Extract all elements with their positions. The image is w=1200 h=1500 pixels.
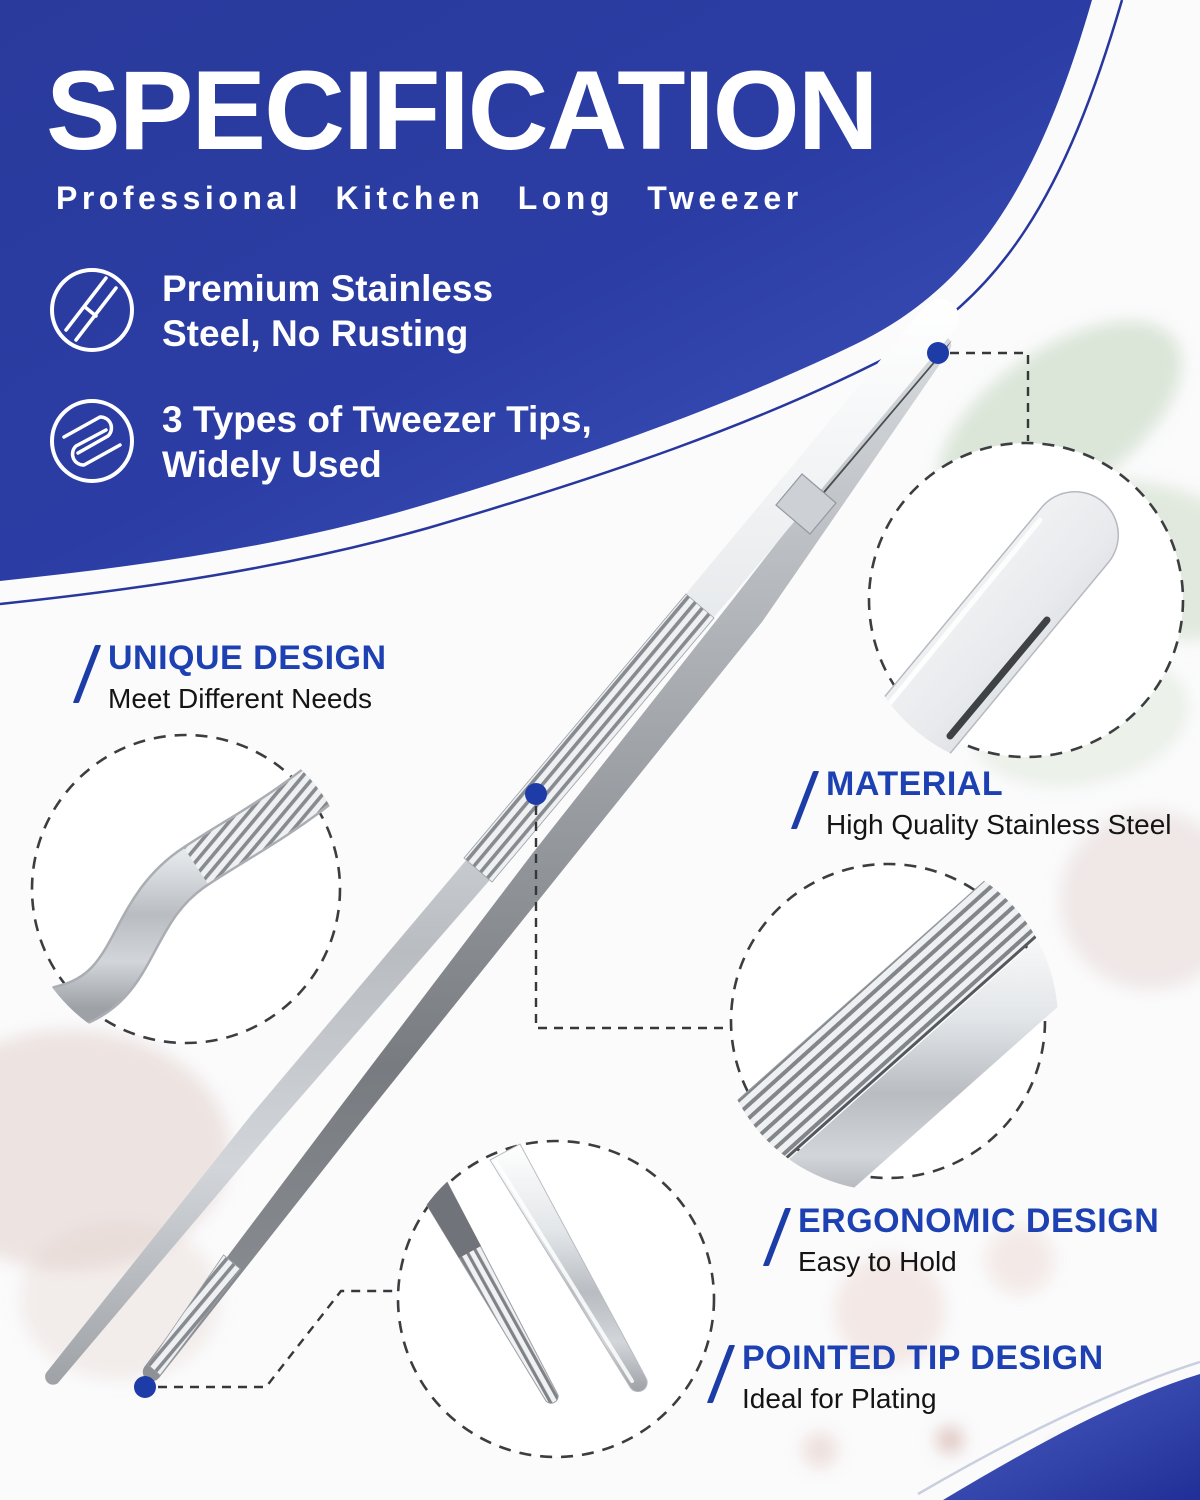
feature-tweezer-tips xyxy=(48,397,592,487)
slash-icon xyxy=(763,1208,791,1266)
callout-subtitle: High Quality Stainless Steel xyxy=(826,809,1172,841)
tweezer-grip-serration xyxy=(464,594,714,882)
callout-subtitle: Easy to Hold xyxy=(798,1246,957,1278)
feature-line: Premium Stainless xyxy=(162,268,494,309)
callout-subtitle: Ideal for Plating xyxy=(742,1383,937,1415)
feature-premium-steel xyxy=(48,266,493,356)
feature-text xyxy=(162,266,493,356)
curved-tweezer-tips-icon xyxy=(48,397,136,485)
marker-dot-handle xyxy=(927,342,949,364)
marker-dot-grip xyxy=(525,783,547,805)
slash-icon xyxy=(707,1345,735,1403)
slash-icon xyxy=(73,645,101,703)
feature-text xyxy=(162,397,592,487)
callout-title: POINTED TIP DESIGN xyxy=(742,1339,1104,1377)
callout-title: UNIQUE DESIGN xyxy=(108,639,387,677)
callout-title: MATERIAL xyxy=(826,765,1004,803)
callout-pointed-tip-design xyxy=(712,1340,1104,1415)
feature-line: Steel, No Rusting xyxy=(162,313,469,354)
page-title: SPECIFICATION xyxy=(46,48,877,173)
marker-dot-tip xyxy=(134,1376,156,1398)
callout-material xyxy=(796,766,1172,841)
feature-line: Widely Used xyxy=(162,444,382,485)
page-subtitle: Professional Kitchen Long Tweezer xyxy=(56,180,803,216)
callout-title: ERGONOMIC DESIGN xyxy=(798,1202,1160,1240)
straight-tweezer-icon xyxy=(48,266,136,354)
callout-unique-design xyxy=(78,640,387,715)
slash-icon xyxy=(791,771,819,829)
feature-line: 3 Types of Tweezer Tips, xyxy=(162,399,592,440)
callout-ergonomic-design xyxy=(768,1203,1159,1278)
callout-subtitle: Meet Different Needs xyxy=(108,683,373,715)
